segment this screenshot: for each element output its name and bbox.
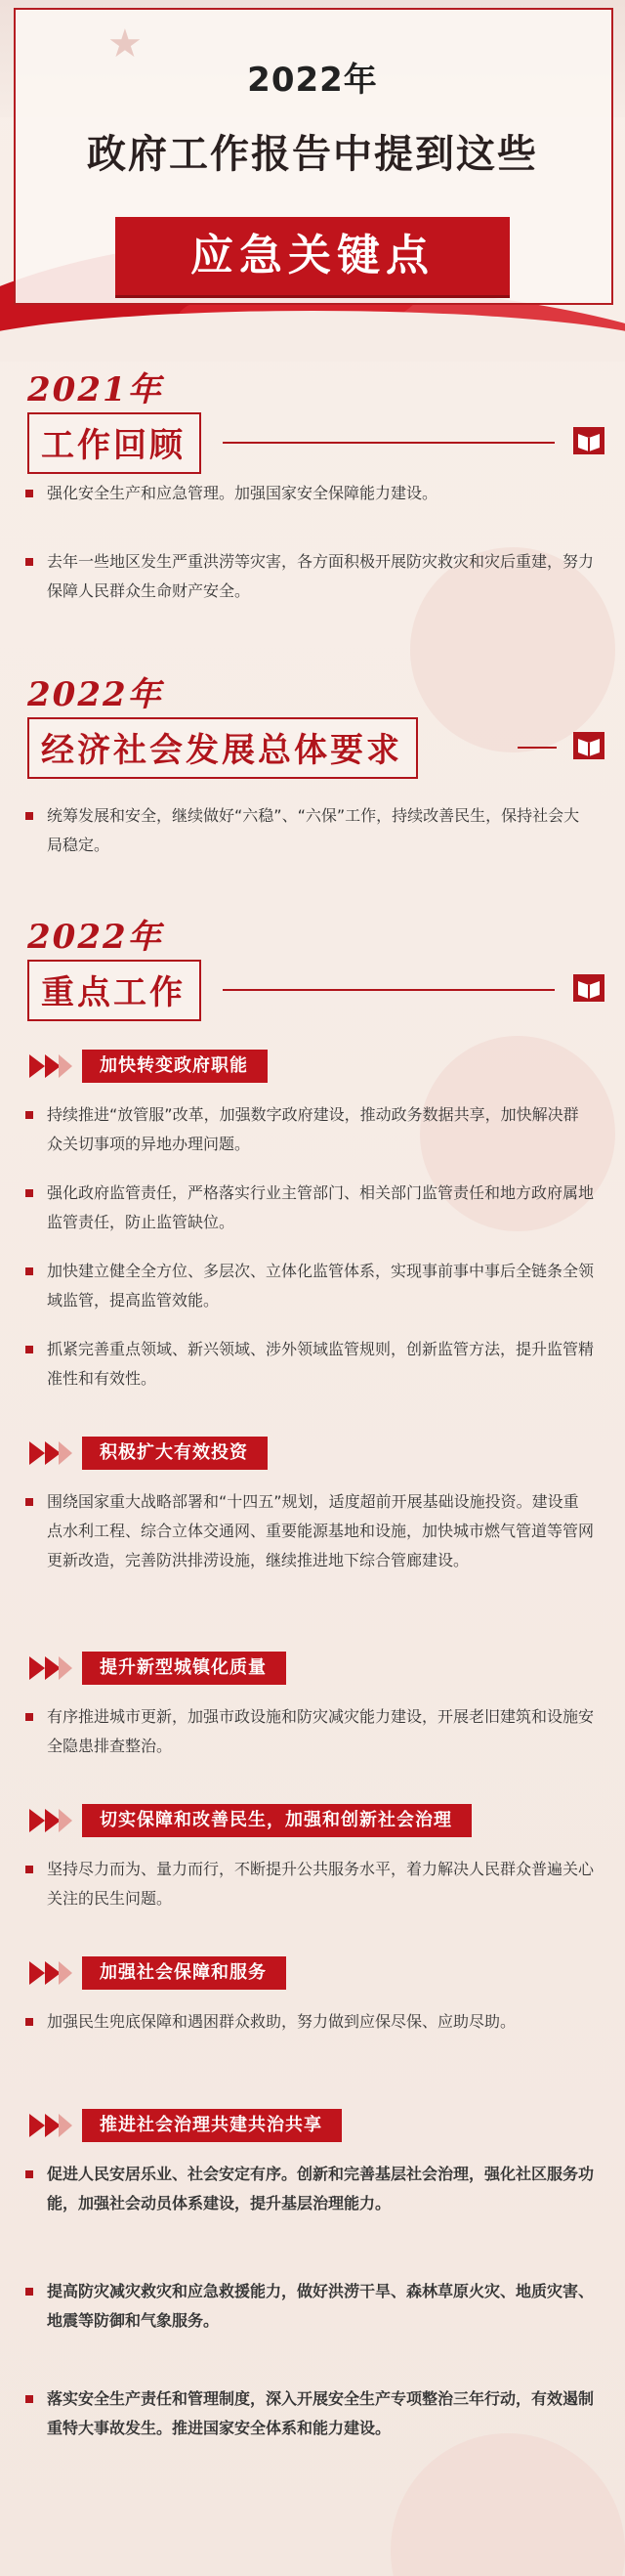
list-item: 持续推进“放管服”改革，加强数字政府建设，推动政务数据共享，加快解决群众关切事项的异地办理问题。 bbox=[47, 1100, 594, 1159]
double-arrow-icon bbox=[29, 1441, 72, 1465]
list-item: 强化政府监管责任，严格落实行业主管部门、相关部门监管责任和地方政府属地监管责任，防止监管缺位。 bbox=[47, 1179, 594, 1237]
sub-banner-label: 加快转变政府职能 bbox=[82, 1050, 268, 1083]
sub-banner-label: 推进社会治理共建共治共享 bbox=[82, 2109, 342, 2142]
double-arrow-icon bbox=[29, 1054, 72, 1078]
sub-banner-label: 切实保障和改善民生，加强和创新社会治理 bbox=[82, 1804, 472, 1837]
star-icon: ★ bbox=[107, 21, 143, 66]
list-item: 强化安全生产和应急管理。加强国家安全保障能力建设。 bbox=[47, 479, 594, 508]
section-year: 2022年 bbox=[27, 918, 163, 957]
list-item: 抓紧完善重点领域、新兴领域、涉外领域监管规则，创新监管方法，提升监管精准性和有效性。 bbox=[47, 1335, 594, 1394]
header bbox=[0, 0, 625, 362]
section-head-review bbox=[27, 369, 605, 474]
list-item: 落实安全生产责任和管理制度，深入开展安全生产专项整治三年行动，有效遏制重特大事故发生。推进国家安全体系和能力建设。 bbox=[47, 2384, 594, 2443]
section-title: 重点工作 bbox=[27, 960, 201, 1021]
section-title: 工作回顾 bbox=[27, 412, 201, 474]
double-arrow-icon bbox=[29, 1656, 72, 1680]
list-item: 坚持尽力而为、量力而行，不断提升公共服务水平，着力解决人民群众普遍关心关注的民生问题。 bbox=[47, 1855, 594, 1913]
section-year: 2021年 bbox=[27, 370, 163, 409]
sub-banner-label: 加强社会保障和服务 bbox=[82, 1956, 286, 1990]
section-head-requirements bbox=[27, 674, 605, 779]
section-head-key-work bbox=[27, 917, 605, 1021]
section-year: 2022年 bbox=[27, 675, 163, 714]
book-icon bbox=[572, 426, 605, 455]
list-item: 提高防灾减灾救灾和应急救援能力，做好洪涝干旱、森林草原火灾、地质灾害、地震等防御和气象服务。 bbox=[47, 2277, 594, 2336]
header-year: 2022年 bbox=[247, 61, 378, 100]
list-item: 促进人民安居乐业、社会安定有序。创新和完善基层社会治理，强化社区服务功能，加强社会动员体系建设，提升基层治理能力。 bbox=[47, 2160, 594, 2218]
double-arrow-icon bbox=[29, 1961, 72, 1985]
list-item: 有序推进城市更新，加强市政设施和防灾减灾能力建设，开展老旧建筑和设施安全隐患排查整治。 bbox=[47, 1702, 594, 1761]
sub-banner-label: 提升新型城镇化质量 bbox=[82, 1652, 286, 1685]
section-title: 经济社会发展总体要求 bbox=[27, 717, 418, 779]
book-icon bbox=[572, 731, 605, 760]
list-item: 加强民生兜底保障和遇困群众救助，努力做到应保尽保、应助尽助。 bbox=[47, 2007, 594, 2037]
list-item: 去年一些地区发生严重洪涝等灾害，各方面积极开展防灾救灾和灾后重建，努力保障人民群众生命财产安全。 bbox=[47, 547, 594, 606]
page-title: 政府工作报告中提到这些 bbox=[87, 132, 538, 177]
list-item: 围绕国家重大战略部署和“十四五”规划，适度超前开展基础设施投资。建设重点水利工程、综合立体交通网、重要能源基地和设施，加快城市燃气管道等管网更新改造，完善防洪排涝设施，继续推进地下综合管廊建设。 bbox=[47, 1487, 594, 1575]
sub-banner-label: 积极扩大有效投资 bbox=[82, 1437, 268, 1470]
double-arrow-icon bbox=[29, 2114, 72, 2137]
title-badge: 应急关键点 bbox=[115, 217, 510, 295]
double-arrow-icon bbox=[29, 1809, 72, 1832]
book-icon bbox=[572, 973, 605, 1003]
list-item: 统筹发展和安全，继续做好“六稳”、“六保”工作，持续改善民生，保持社会大局稳定。 bbox=[47, 801, 594, 860]
decor-circle bbox=[391, 2433, 625, 2576]
list-item: 加快建立健全全方位、多层次、立体化监管体系，实现事前事中事后全链条全领域监管，提高监管效能。 bbox=[47, 1257, 594, 1315]
